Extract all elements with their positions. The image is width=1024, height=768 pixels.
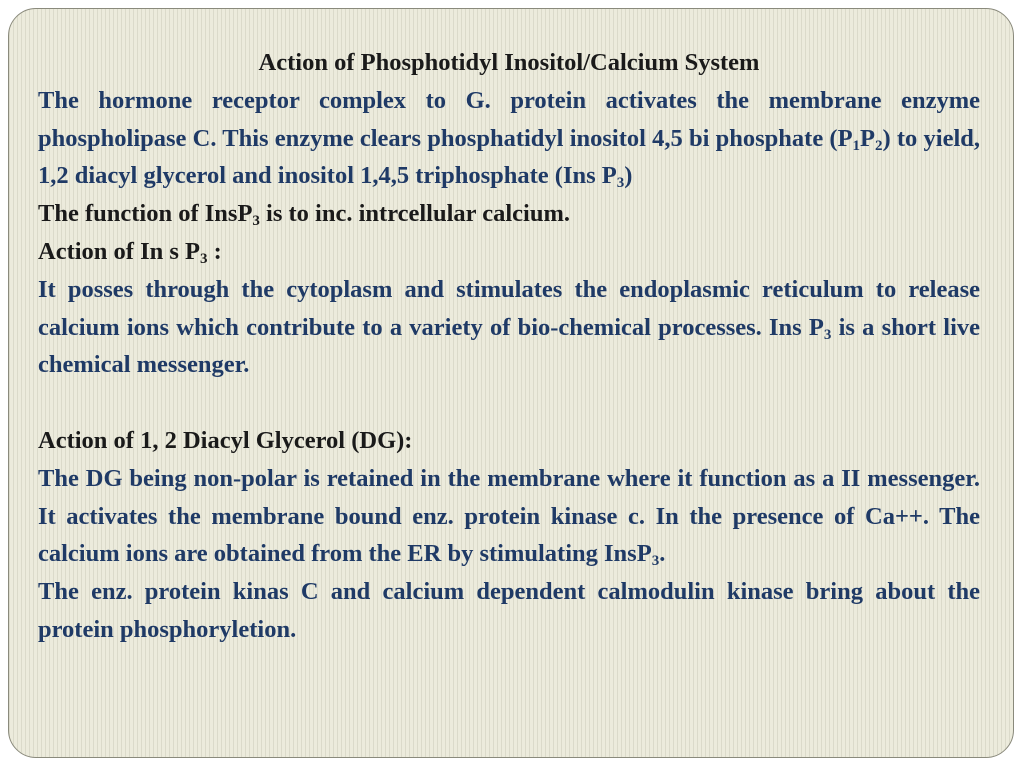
slide-content	[38, 44, 980, 649]
heading-action-dg: Action of 1, 2 Diacyl Glycerol (DG):	[38, 426, 413, 454]
paragraph-text: P	[860, 124, 876, 152]
function-line	[38, 195, 980, 233]
paragraph-text: It posses through the cytoplasm and stimulates the endoplasmic reticulum to release calcium ions which contribute to a variety of bio-chemical processes. Ins P	[38, 275, 980, 341]
paragraph-text: The hormone receptor complex to G. protein activates the membrane enzyme phospholipase C. This enzyme clears phosphatidyl inositol 4,5 bi phosphate (P	[38, 86, 980, 152]
subscript: 1	[852, 137, 861, 154]
subscript: 3	[252, 213, 260, 230]
paragraph-kinase: The enz. protein kinas C and calcium dependent calmodulin kinase bring about the protein phosphoryletion.	[38, 578, 980, 643]
paragraph-phospholipase	[38, 82, 980, 195]
subscript: 3	[651, 553, 660, 570]
subscript: 3	[823, 326, 832, 343]
subscript: 2	[875, 137, 883, 154]
paragraph-cytoplasm	[38, 271, 980, 384]
paragraph-text: .	[659, 540, 666, 568]
subscript: 3	[616, 175, 625, 192]
paragraph-text: The DG being non-polar is retained in the membrane where it function as a II messenger. It activates the membrane bound enz. protein kinase c. In the presence of Ca++. The calcium ions are obtained from the ER by stimulating InsP	[38, 464, 980, 568]
paragraph-text: )	[624, 162, 633, 190]
slide-title: Action of Phosphotidyl Inositol/Calcium System	[258, 49, 760, 76]
paragraph-dg	[38, 460, 980, 573]
paragraph-text: ) to yield, 1,2 diacyl glycerol and inositol 1,4,5 triphosphate (Ins P	[38, 124, 980, 190]
subscript: 3	[199, 250, 208, 267]
slide-panel	[8, 8, 1014, 758]
heading-action-insp3	[38, 233, 980, 271]
function-text: The function of InsP	[38, 200, 253, 228]
heading-text: Action of In s P	[38, 237, 200, 265]
spacer	[38, 384, 980, 422]
function-text: is to inc. intrcellular calcium.	[259, 200, 570, 228]
heading-text: :	[207, 237, 222, 265]
paragraph-text: is a short live chemical messenger.	[38, 313, 981, 379]
